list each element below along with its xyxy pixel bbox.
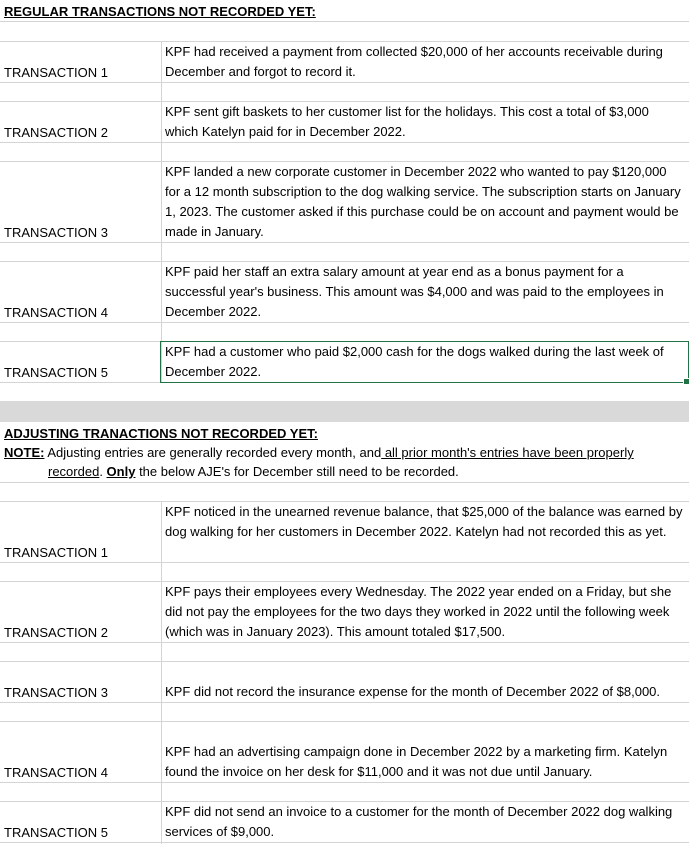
note-line-2[interactable] (48, 464, 459, 479)
adjusting-transaction-5-label[interactable]: TRANSACTION 5 (4, 825, 109, 840)
adjusting-transaction-2-text[interactable]: KPF pays their employees every Wednesday. The 2022 year ended on a Friday, but she did not pay the employees for the two days they worked in 2022 until the following week (which was in January 2023). This amount totaled $17,500. (165, 584, 672, 639)
note-text-3: recorded (48, 464, 100, 479)
column-divider (161, 501, 162, 844)
note-only: Only (106, 464, 136, 479)
regular-transaction-2-text[interactable]: KPF sent gift baskets to her customer list for the holidays. This cost a total of $3,000 which Katelyn paid for in December 2022. (165, 104, 649, 139)
adjusting-transaction-4-text[interactable]: KPF had an advertising campaign done in December 2022 by a marketing firm. Katelyn found the invoice on her desk for $11,000 and it was not due until January. (165, 744, 668, 779)
gridline (0, 702, 689, 703)
adjusting-transaction-3-label[interactable]: TRANSACTION 3 (4, 685, 109, 700)
regular-transaction-3-label[interactable]: TRANSACTION 3 (4, 225, 109, 240)
gridline (0, 322, 689, 323)
gridline (0, 782, 689, 783)
gridline (0, 642, 689, 643)
regular-transaction-5-text[interactable]: KPF had a customer who paid $2,000 cash for the dogs walked during the last week of December 2022. (165, 344, 664, 379)
regular-transaction-4-label[interactable]: TRANSACTION 4 (4, 305, 109, 320)
gridline (0, 842, 689, 843)
adjusting-transaction-5-text[interactable]: KPF did not send an invoice to a customer for the month of December 2022 dog walking services of $9,000. (165, 804, 673, 839)
note-label: NOTE: (4, 445, 45, 460)
selected-cell-outline[interactable] (160, 341, 689, 383)
gridline (0, 142, 689, 143)
gridline (0, 562, 689, 563)
adjusting-transaction-1-text[interactable]: KPF noticed in the unearned revenue balance, that $25,000 of the balance was earned by dog walking for her customers in December 2022. Katelyn had not recorded this as yet. (165, 504, 683, 539)
regular-section-heading[interactable]: REGULAR TRANSACTIONS NOT RECORDED YET: (4, 4, 316, 19)
adjusting-transaction-3-text[interactable]: KPF did not record the insurance expense for the month of December 2022 of $8,000. (165, 684, 661, 699)
column-divider (161, 41, 162, 382)
note-text-1: Adjusting entries are generally recorded every month, and (44, 445, 382, 460)
regular-transaction-1-text[interactable]: KPF had received a payment from collected $20,000 of her accounts receivable during December and forgot to record it. (165, 44, 663, 79)
adjusting-transaction-4-label[interactable]: TRANSACTION 4 (4, 765, 109, 780)
note-line-1[interactable] (4, 445, 634, 460)
adjusting-section-heading[interactable]: ADJUSTING TRANACTIONS NOT RECORDED YET: (4, 426, 318, 441)
regular-transaction-1-label[interactable]: TRANSACTION 1 (4, 65, 109, 80)
regular-transaction-5-label[interactable]: TRANSACTION 5 (4, 365, 109, 380)
fill-handle[interactable] (683, 378, 689, 385)
adjusting-transaction-1-label[interactable]: TRANSACTION 1 (4, 545, 109, 560)
section-separator-band (0, 401, 689, 422)
note-text-6: the below AJE's for December still need to be recorded. (135, 464, 459, 479)
adjusting-transaction-2-label[interactable]: TRANSACTION 2 (4, 625, 109, 640)
gridline (0, 482, 689, 483)
gridline (0, 242, 689, 243)
note-text-4: . (99, 464, 107, 479)
gridline (0, 661, 689, 662)
gridline (0, 21, 689, 22)
gridline (0, 721, 689, 722)
regular-transaction-2-label[interactable]: TRANSACTION 2 (4, 125, 109, 140)
regular-transaction-4-text[interactable]: KPF paid her staff an extra salary amount at year end as a bonus payment for a successful year's business. This amount was $4,000 and was paid to the employees in December 2022. (165, 264, 664, 319)
regular-transaction-3-text[interactable]: KPF landed a new corporate customer in December 2022 who wanted to pay $120,000 for a 12 month subscription to the dog walking service. The subscription starts on January 1, 2023. The customer asked if this purchase could be on account and payment would be made in January. (165, 164, 681, 239)
gridline (0, 82, 689, 83)
note-text-2: all prior month's entries have been properly (381, 445, 634, 460)
